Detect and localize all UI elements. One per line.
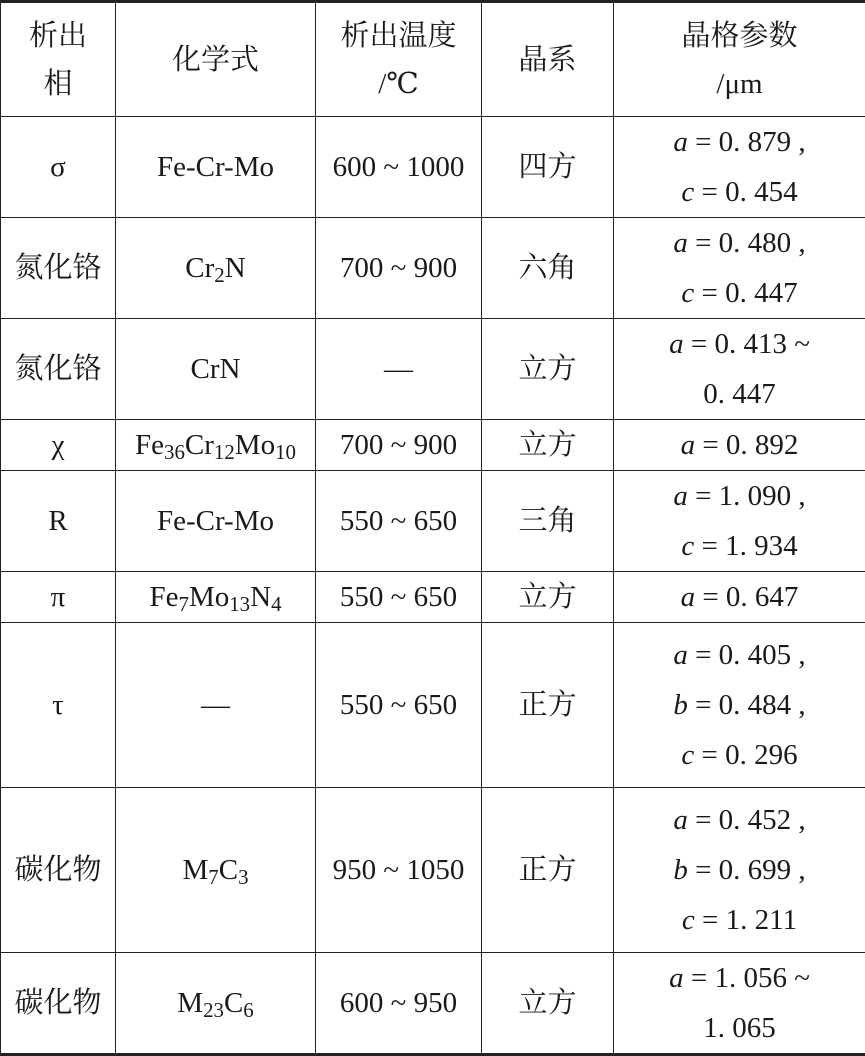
lattice-variable: a xyxy=(673,639,688,671)
lattice-variable: a xyxy=(673,227,688,259)
cell-lattice xyxy=(614,218,865,319)
header-crystal-system: 晶系 xyxy=(482,2,614,117)
cell-formula: — xyxy=(116,623,316,788)
cell-phase: 碳化物 xyxy=(1,953,116,1055)
cell-temperature: 550 ~ 650 xyxy=(316,572,482,623)
lattice-variable: a xyxy=(673,804,688,836)
lattice-variable: a xyxy=(673,126,688,158)
formula-subscript: 3 xyxy=(238,865,248,889)
formula-element: M xyxy=(177,987,203,1019)
lattice-line: a = 0. 480 , xyxy=(614,218,865,268)
cell-phase: 氮化铬 xyxy=(1,218,116,319)
cell-lattice xyxy=(614,572,865,623)
lattice-line: a = 0. 647 xyxy=(614,572,865,622)
cell-crystal-system: 立方 xyxy=(482,953,614,1055)
formula-subscript: 12 xyxy=(214,440,235,464)
cell-phase: R xyxy=(1,471,116,572)
lattice-line: a = 0. 892 xyxy=(614,420,865,470)
formula-subscript: 4 xyxy=(271,592,281,616)
table-row xyxy=(1,572,865,623)
lattice-line: a = 0. 413 ~ xyxy=(614,319,865,369)
table-row xyxy=(1,319,865,420)
header-temperature: 析出温度 /℃ xyxy=(316,2,482,117)
header-lattice: 晶格参数 /μm xyxy=(614,2,865,117)
lattice-variable: a xyxy=(681,429,696,461)
cell-lattice xyxy=(614,420,865,471)
header-formula: 化学式 xyxy=(116,2,316,117)
formula-subscript: 10 xyxy=(275,440,296,464)
cell-crystal-system: 正方 xyxy=(482,788,614,953)
cell-formula xyxy=(116,218,316,319)
cell-temperature: 600 ~ 950 xyxy=(316,953,482,1055)
lattice-line: a = 1. 056 ~ xyxy=(614,953,865,1003)
cell-crystal-system: 六角 xyxy=(482,218,614,319)
table-row xyxy=(1,117,865,218)
cell-lattice xyxy=(614,319,865,420)
cell-phase: π xyxy=(1,572,116,623)
cell-phase: τ xyxy=(1,623,116,788)
lattice-line: 0. 447 xyxy=(614,369,865,419)
lattice-variable: c xyxy=(681,277,694,309)
lattice-line: c = 0. 447 xyxy=(614,268,865,318)
cell-formula xyxy=(116,420,316,471)
formula-subscript: 13 xyxy=(229,592,250,616)
lattice-variable: a xyxy=(681,581,696,613)
lattice-line: c = 1. 211 xyxy=(614,895,865,945)
cell-temperature: — xyxy=(316,319,482,420)
cell-temperature: 600 ~ 1000 xyxy=(316,117,482,218)
formula-element: Fe xyxy=(135,429,164,461)
cell-crystal-system: 立方 xyxy=(482,572,614,623)
cell-temperature: 700 ~ 900 xyxy=(316,420,482,471)
cell-lattice xyxy=(614,623,865,788)
cell-crystal-system: 四方 xyxy=(482,117,614,218)
cell-formula: Fe-Cr-Mo xyxy=(116,117,316,218)
table-row xyxy=(1,471,865,572)
formula-element: Cr xyxy=(185,252,214,284)
lattice-line: b = 0. 484 , xyxy=(614,680,865,730)
cell-formula xyxy=(116,788,316,953)
table-row xyxy=(1,218,865,319)
formula-subscript: 36 xyxy=(164,440,185,464)
lattice-line: a = 1. 090 , xyxy=(614,471,865,521)
formula-element: Cr xyxy=(185,429,214,461)
lattice-variable: a xyxy=(673,480,688,512)
formula-element: M xyxy=(182,854,208,886)
cell-temperature: 550 ~ 650 xyxy=(316,623,482,788)
cell-formula: Fe-Cr-Mo xyxy=(116,471,316,572)
lattice-line: a = 0. 405 , xyxy=(614,630,865,680)
lattice-variable: b xyxy=(673,854,688,886)
cell-crystal-system: 立方 xyxy=(482,420,614,471)
formula-element: N xyxy=(250,581,271,613)
cell-temperature: 950 ~ 1050 xyxy=(316,788,482,953)
formula-element: Mo xyxy=(235,429,275,461)
header-phase: 析出 相 xyxy=(1,2,116,117)
lattice-variable: c xyxy=(681,739,694,771)
lattice-variable: a xyxy=(669,962,684,994)
cell-temperature: 700 ~ 900 xyxy=(316,218,482,319)
table-row xyxy=(1,420,865,471)
table-row xyxy=(1,953,865,1055)
lattice-variable: c xyxy=(682,904,695,936)
header-row xyxy=(1,2,865,117)
formula-subscript: 7 xyxy=(179,592,189,616)
lattice-variable: b xyxy=(673,689,688,721)
cell-formula: CrN xyxy=(116,319,316,420)
cell-phase: σ xyxy=(1,117,116,218)
formula-element: C xyxy=(219,854,238,886)
cell-crystal-system: 立方 xyxy=(482,319,614,420)
cell-lattice xyxy=(614,788,865,953)
lattice-line: a = 0. 879 , xyxy=(614,117,865,167)
cell-lattice xyxy=(614,471,865,572)
lattice-line: a = 0. 452 , xyxy=(614,795,865,845)
formula-element: N xyxy=(225,252,246,284)
cell-lattice xyxy=(614,953,865,1055)
cell-phase: 氮化铬 xyxy=(1,319,116,420)
lattice-line: c = 1. 934 xyxy=(614,521,865,571)
formula-element: C xyxy=(224,987,243,1019)
table-row xyxy=(1,623,865,788)
cell-crystal-system: 正方 xyxy=(482,623,614,788)
lattice-line: b = 0. 699 , xyxy=(614,845,865,895)
lattice-line: c = 0. 296 xyxy=(614,730,865,780)
cell-phase: χ xyxy=(1,420,116,471)
formula-subscript: 2 xyxy=(214,263,224,287)
cell-lattice xyxy=(614,117,865,218)
lattice-variable: a xyxy=(669,328,684,360)
lattice-line: c = 0. 454 xyxy=(614,167,865,217)
cell-formula xyxy=(116,572,316,623)
lattice-variable: c xyxy=(681,176,694,208)
cell-formula xyxy=(116,953,316,1055)
formula-element: Fe xyxy=(150,581,179,613)
cell-temperature: 550 ~ 650 xyxy=(316,471,482,572)
cell-phase: 碳化物 xyxy=(1,788,116,953)
lattice-line: 1. 065 xyxy=(614,1003,865,1053)
formula-element: Mo xyxy=(189,581,229,613)
lattice-variable: c xyxy=(681,530,694,562)
cell-crystal-system: 三角 xyxy=(482,471,614,572)
formula-subscript: 23 xyxy=(203,998,224,1022)
formula-subscript: 7 xyxy=(208,865,218,889)
formula-subscript: 6 xyxy=(243,998,253,1022)
table-row xyxy=(1,788,865,953)
